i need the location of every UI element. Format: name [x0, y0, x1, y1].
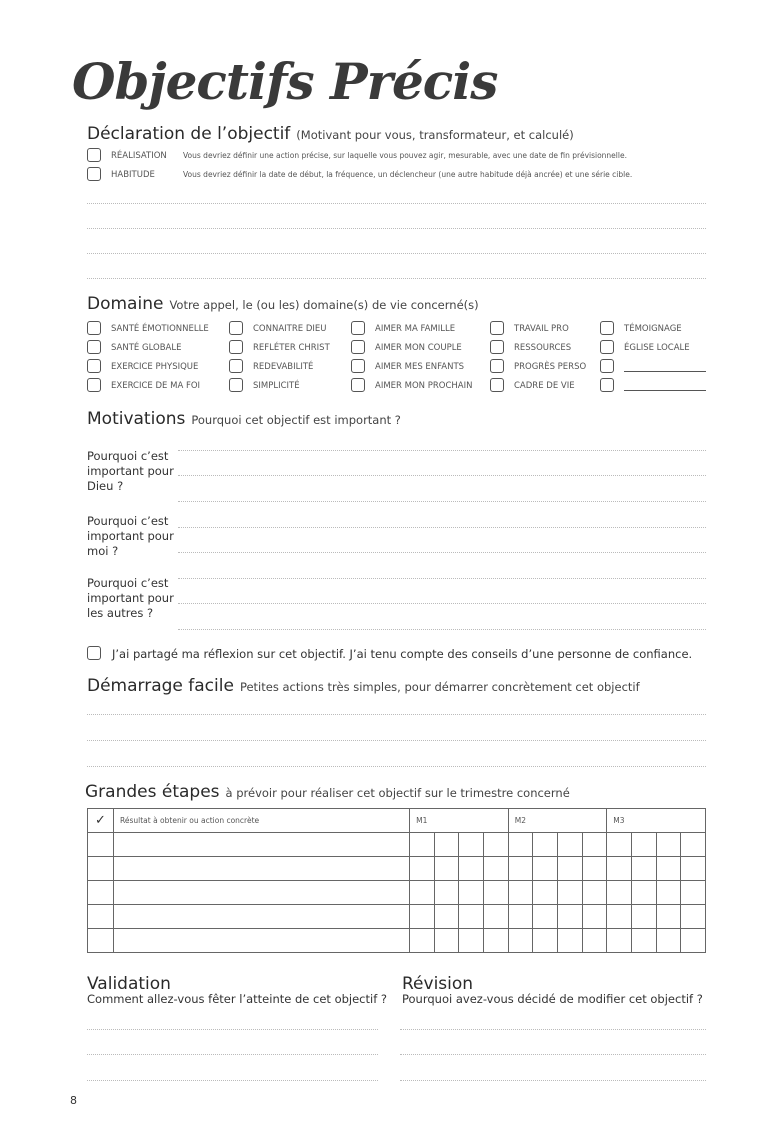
week-cell[interactable]	[681, 905, 706, 929]
type-label: HABITUDE	[111, 170, 155, 180]
week-cell[interactable]	[607, 857, 632, 881]
week-cell[interactable]	[607, 881, 632, 905]
revision-heading: Révision	[402, 974, 474, 994]
table-row	[88, 881, 706, 905]
week-cell[interactable]	[607, 905, 632, 929]
week-cell[interactable]	[434, 833, 459, 857]
week-cell[interactable]	[558, 833, 583, 857]
validation-heading: Validation	[87, 974, 171, 994]
domain-label: AIMER MES ENFANTS	[375, 362, 465, 372]
domain-checkbox[interactable]	[351, 321, 365, 335]
domain-checkbox[interactable]	[87, 321, 101, 335]
heading-text: Démarrage facile	[87, 676, 234, 696]
week-cell[interactable]	[681, 857, 706, 881]
week-cell[interactable]	[607, 929, 632, 953]
type-label: RÉALISATION	[111, 151, 167, 161]
month-header: M1	[410, 809, 509, 833]
declaration-write-line[interactable]	[87, 203, 706, 204]
heading-sub: à prévoir pour réaliser cet objectif sur le trimestre concerné	[225, 786, 570, 800]
week-cell[interactable]	[558, 857, 583, 881]
row-check-cell[interactable]	[88, 833, 114, 857]
domain-label: EXERCICE DE MA FOI	[111, 381, 201, 391]
table-row	[88, 857, 706, 881]
week-cell[interactable]	[508, 857, 533, 881]
domain-checkbox[interactable]	[229, 359, 243, 373]
table-row	[88, 833, 706, 857]
week-cell[interactable]	[434, 929, 459, 953]
motivation-write-line[interactable]	[178, 475, 706, 476]
week-cell[interactable]	[681, 929, 706, 953]
type-checkbox[interactable]	[87, 148, 101, 162]
custom-domain-blank[interactable]	[624, 390, 706, 391]
week-cell[interactable]	[607, 833, 632, 857]
domain-checkbox[interactable]	[87, 340, 101, 354]
week-cell[interactable]	[484, 833, 509, 857]
week-cell[interactable]	[582, 905, 607, 929]
table-header	[88, 809, 706, 833]
domain-label: REFLÉTER CHRIST	[253, 343, 330, 353]
week-cell[interactable]	[582, 857, 607, 881]
motivation-question: Pourquoi c’est important pour moi ?	[87, 514, 174, 558]
week-cell[interactable]	[631, 929, 656, 953]
week-cell[interactable]	[459, 905, 484, 929]
declaration-heading	[87, 124, 574, 144]
custom-domain-blank[interactable]	[624, 371, 706, 372]
domain-checkbox[interactable]	[229, 340, 243, 354]
week-cell[interactable]	[533, 929, 558, 953]
week-cell[interactable]	[459, 881, 484, 905]
month-header: M2	[508, 809, 607, 833]
domain-label: EXERCICE PHYSIQUE	[111, 362, 199, 372]
row-check-cell[interactable]	[88, 905, 114, 929]
domain-label: CONNAITRE DIEU	[253, 324, 327, 334]
motivation-write-line[interactable]	[178, 578, 706, 579]
table-row	[88, 929, 706, 953]
week-cell[interactable]	[558, 905, 583, 929]
week-cell[interactable]	[434, 881, 459, 905]
week-cell[interactable]	[484, 881, 509, 905]
week-cell[interactable]	[631, 905, 656, 929]
week-cell[interactable]	[508, 833, 533, 857]
week-cell[interactable]	[434, 857, 459, 881]
domaine-heading	[87, 294, 479, 314]
steps-table	[87, 808, 706, 953]
week-cell[interactable]	[631, 881, 656, 905]
demarrage-write-line[interactable]	[87, 714, 706, 715]
heading-sub: Petites actions très simples, pour démarrer concrètement cet objectif	[239, 680, 640, 694]
week-cell[interactable]	[582, 833, 607, 857]
domain-label: PROGRÈS PERSO	[514, 362, 587, 372]
domain-checkbox[interactable]	[351, 340, 365, 354]
week-cell[interactable]	[484, 905, 509, 929]
domain-label: AIMER MA FAMILLE	[375, 324, 456, 334]
type-checkbox[interactable]	[87, 167, 101, 181]
domain-label: CADRE DE VIE	[514, 381, 575, 391]
domain-label: TRAVAIL PRO	[514, 324, 569, 334]
heading-sub: Votre appel, le (ou les) domaine(s) de vie concerné(s)	[169, 298, 479, 312]
motivation-question: Pourquoi c’est important pour les autres ?	[87, 576, 174, 620]
table-row	[88, 905, 706, 929]
week-cell[interactable]	[508, 881, 533, 905]
week-cell[interactable]	[484, 857, 509, 881]
action-cell[interactable]	[113, 905, 409, 929]
declaration-write-line[interactable]	[87, 278, 706, 279]
domain-label: RESSOURCES	[514, 343, 572, 353]
domain-label: AIMER MON PROCHAIN	[375, 381, 473, 391]
week-cell[interactable]	[582, 929, 607, 953]
week-cell[interactable]	[459, 833, 484, 857]
domain-label: AIMER MON COUPLE	[375, 343, 462, 353]
motivations-heading	[87, 409, 401, 429]
week-cell[interactable]	[410, 929, 435, 953]
motivation-write-line[interactable]	[178, 450, 706, 451]
heading-text: Grandes étapes	[85, 782, 220, 802]
domain-label: REDEVABILITÉ	[253, 362, 314, 372]
week-cell[interactable]	[558, 929, 583, 953]
week-cell[interactable]	[656, 857, 681, 881]
week-cell[interactable]	[656, 881, 681, 905]
domain-checkbox[interactable]	[87, 359, 101, 373]
revision-sub: Pourquoi avez-vous décidé de modifier cet objectif ?	[402, 992, 703, 1006]
domain-checkbox[interactable]	[600, 340, 614, 354]
type-description: Vous devriez définir une action précise, sur laquelle vous pouvez agir, mesurable, avec une date de fin prévisionnelle.	[183, 151, 627, 160]
check-icon: ✓	[88, 809, 114, 833]
week-cell[interactable]	[631, 833, 656, 857]
demarrage-heading	[87, 676, 640, 696]
declaration-write-line[interactable]	[87, 228, 706, 229]
week-cell[interactable]	[410, 881, 435, 905]
motivation-write-line[interactable]	[178, 501, 706, 502]
week-cell[interactable]	[434, 905, 459, 929]
domain-checkbox[interactable]	[229, 378, 243, 392]
validation-write-line[interactable]	[87, 1029, 378, 1030]
action-cell[interactable]	[113, 833, 409, 857]
domain-label: ÉGLISE LOCALE	[624, 343, 690, 353]
month-header: M3	[607, 809, 706, 833]
motivation-write-line[interactable]	[178, 527, 706, 528]
action-cell[interactable]	[113, 881, 409, 905]
motivation-write-line[interactable]	[178, 552, 706, 553]
week-cell[interactable]	[558, 881, 583, 905]
week-cell[interactable]	[681, 881, 706, 905]
validation-sub: Comment allez-vous fêter l’atteinte de cet objectif ?	[87, 992, 388, 1006]
demarrage-write-line[interactable]	[87, 766, 706, 767]
row-check-cell[interactable]	[88, 929, 114, 953]
domain-label: SANTÉ ÉMOTIONNELLE	[111, 324, 209, 334]
motivation-write-line[interactable]	[178, 603, 706, 604]
domain-checkbox[interactable]	[490, 359, 504, 373]
week-cell[interactable]	[533, 881, 558, 905]
declaration-write-line[interactable]	[87, 253, 706, 254]
validation-write-line[interactable]	[87, 1054, 378, 1055]
demarrage-write-line[interactable]	[87, 740, 706, 741]
etapes-heading	[85, 782, 570, 802]
week-cell[interactable]	[459, 857, 484, 881]
week-cell[interactable]	[508, 905, 533, 929]
revision-write-line[interactable]	[400, 1080, 706, 1081]
week-cell[interactable]	[656, 905, 681, 929]
domain-checkbox[interactable]	[490, 340, 504, 354]
week-cell[interactable]	[459, 929, 484, 953]
week-cell[interactable]	[410, 857, 435, 881]
shared-label: J’ai partagé ma réflexion sur cet objectif. J’ai tenu compte des conseils d’une personne de confiance.	[112, 647, 693, 661]
heading-sub: Pourquoi cet objectif est important ?	[191, 413, 401, 427]
row-check-cell[interactable]	[88, 881, 114, 905]
domain-checkbox[interactable]	[600, 378, 614, 392]
domain-checkbox[interactable]	[600, 321, 614, 335]
revision-write-line[interactable]	[400, 1054, 706, 1055]
revision-write-line[interactable]	[400, 1029, 706, 1030]
motivation-write-line[interactable]	[178, 629, 706, 630]
row-check-cell[interactable]	[88, 857, 114, 881]
week-cell[interactable]	[533, 905, 558, 929]
page-title: Objectifs Précis	[72, 52, 498, 111]
week-cell[interactable]	[656, 929, 681, 953]
domain-checkbox[interactable]	[87, 378, 101, 392]
week-cell[interactable]	[681, 833, 706, 857]
heading-sub: (Motivant pour vous, transformateur, et calculé)	[296, 128, 574, 142]
domain-checkbox[interactable]	[351, 359, 365, 373]
week-cell[interactable]	[631, 857, 656, 881]
domain-checkbox[interactable]	[229, 321, 243, 335]
motivation-question: Pourquoi c’est important pour Dieu ?	[87, 449, 174, 493]
heading-text: Domaine	[87, 294, 164, 314]
shared-checkbox[interactable]	[87, 646, 101, 660]
domain-label: TÉMOIGNAGE	[624, 324, 682, 334]
validation-write-line[interactable]	[87, 1080, 378, 1081]
week-cell[interactable]	[656, 833, 681, 857]
heading-text: Déclaration de l’objectif	[87, 124, 291, 144]
domain-label: SANTÉ GLOBALE	[111, 343, 182, 353]
action-cell[interactable]	[113, 929, 409, 953]
domain-checkbox[interactable]	[490, 378, 504, 392]
week-cell[interactable]	[410, 833, 435, 857]
week-cell[interactable]	[508, 929, 533, 953]
heading-text: Motivations	[87, 409, 186, 429]
week-cell[interactable]	[582, 881, 607, 905]
domain-checkbox[interactable]	[351, 378, 365, 392]
week-cell[interactable]	[533, 833, 558, 857]
action-cell[interactable]	[113, 857, 409, 881]
type-description: Vous devriez définir la date de début, la fréquence, un déclencheur (une autre habitude déjà ancrée) et une série cible.	[183, 170, 633, 179]
week-cell[interactable]	[410, 905, 435, 929]
week-cell[interactable]	[533, 857, 558, 881]
domain-label: SIMPLICITÉ	[253, 381, 300, 391]
domain-checkbox[interactable]	[600, 359, 614, 373]
domain-checkbox[interactable]	[490, 321, 504, 335]
column-header: Résultat à obtenir ou action concrète	[113, 809, 409, 833]
week-cell[interactable]	[484, 929, 509, 953]
page-number: 8	[70, 1094, 77, 1107]
